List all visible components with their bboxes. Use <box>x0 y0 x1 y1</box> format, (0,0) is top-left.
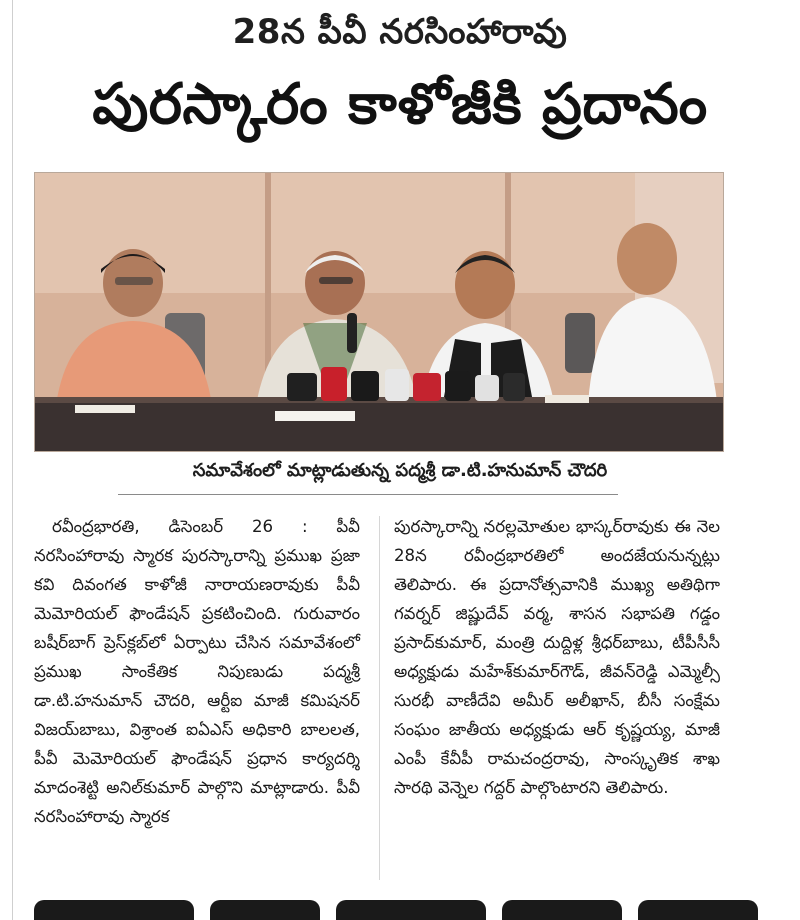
article-paragraph: రవీంద్రభారతి, డిసెంబర్ 26 : పీవీ నరసింహారావు స్మారక పురస్కారాన్ని ప్రముఖ ప్రజా కవి దివంగత కాళోజీ నారాయణరావుకు పీవీ మెమోరియల్ ఫౌండేషన్ ప్రకటించింది. గురువారం బషీర్‌బాగ్ ప్రెస్‌క్లబ్‌లో ఏర్పాటు చేసిన సమావేశంలో ప్రముఖ సాంకేతిక నిపుణుడు పద్మశ్రీ డా.టి.హనుమాన్ చౌదరి, ఆర్టీఐ మాజీ కమిషనర్ విజయ్‌బాబు, విశ్రాంత ఐఏఎస్ అధికారి బాలలత, పీవీ మెమోరియల్ ఫౌండేషన్ ప్రధాన కార్యదర్శి మాదంశెట్టి అనిల్‌కుమార్ పాల్గొని మాట్లాడారు. పీవీ నరసింహారావు స్మారక <box>34 517 360 826</box>
article-paragraph: పురస్కారాన్ని నరల్లమోతుల భాస్కర్‌రావుకు ఈ నెల 28న రవీంద్రభారతిలో అందజేయనున్నట్లు తెలిపారు. ఈ ప్రదానోత్సవానికి ముఖ్య అతిథిగా గవర్నర్ జిష్ణుదేవ్ వర్మ, శాసన సభాపతి గడ్డం ప్రసాద్‌కుమార్, మంత్రి దుద్దిళ్ల శ్రీధర్‌బాబు, టీపీసీసీ అధ్యక్షుడు మహేశ్‌కుమార్‌గౌడ్, జీవన్‌రెడ్డి ఎమ్మెల్సీ సురభీ వాణీదేవి అమీర్ అలీఖాన్, బీసీ సంక్షేమ సంఘం జాతీయ అధ్యక్షుడు ఆర్ కృష్ణయ్య, మాజీ ఎంపీ కేవీపీ రామచంద్రరావు, సాంస్కృతిక శాఖ సారథి వెన్నెల గద్దర్ పాల్గొంటారని తెలిపారు. <box>394 517 720 797</box>
caption-divider <box>118 494 618 495</box>
photo-caption: సమావేశంలో మాట్లాడుతున్న పద్మశ్రీ డా.టి.హనుమాన్ చౌదరి <box>192 460 608 481</box>
article-headline: పురస్కారం కాళోజీకి ప్రదానం <box>92 72 708 137</box>
column-divider <box>379 516 380 880</box>
next-article-headline-clipped <box>34 896 760 920</box>
article-kicker: 28న పీవీ నరసింహారావు <box>232 12 568 52</box>
article-column-left <box>34 512 360 831</box>
press-meet-photo <box>34 172 724 452</box>
article-column-right <box>394 512 720 802</box>
